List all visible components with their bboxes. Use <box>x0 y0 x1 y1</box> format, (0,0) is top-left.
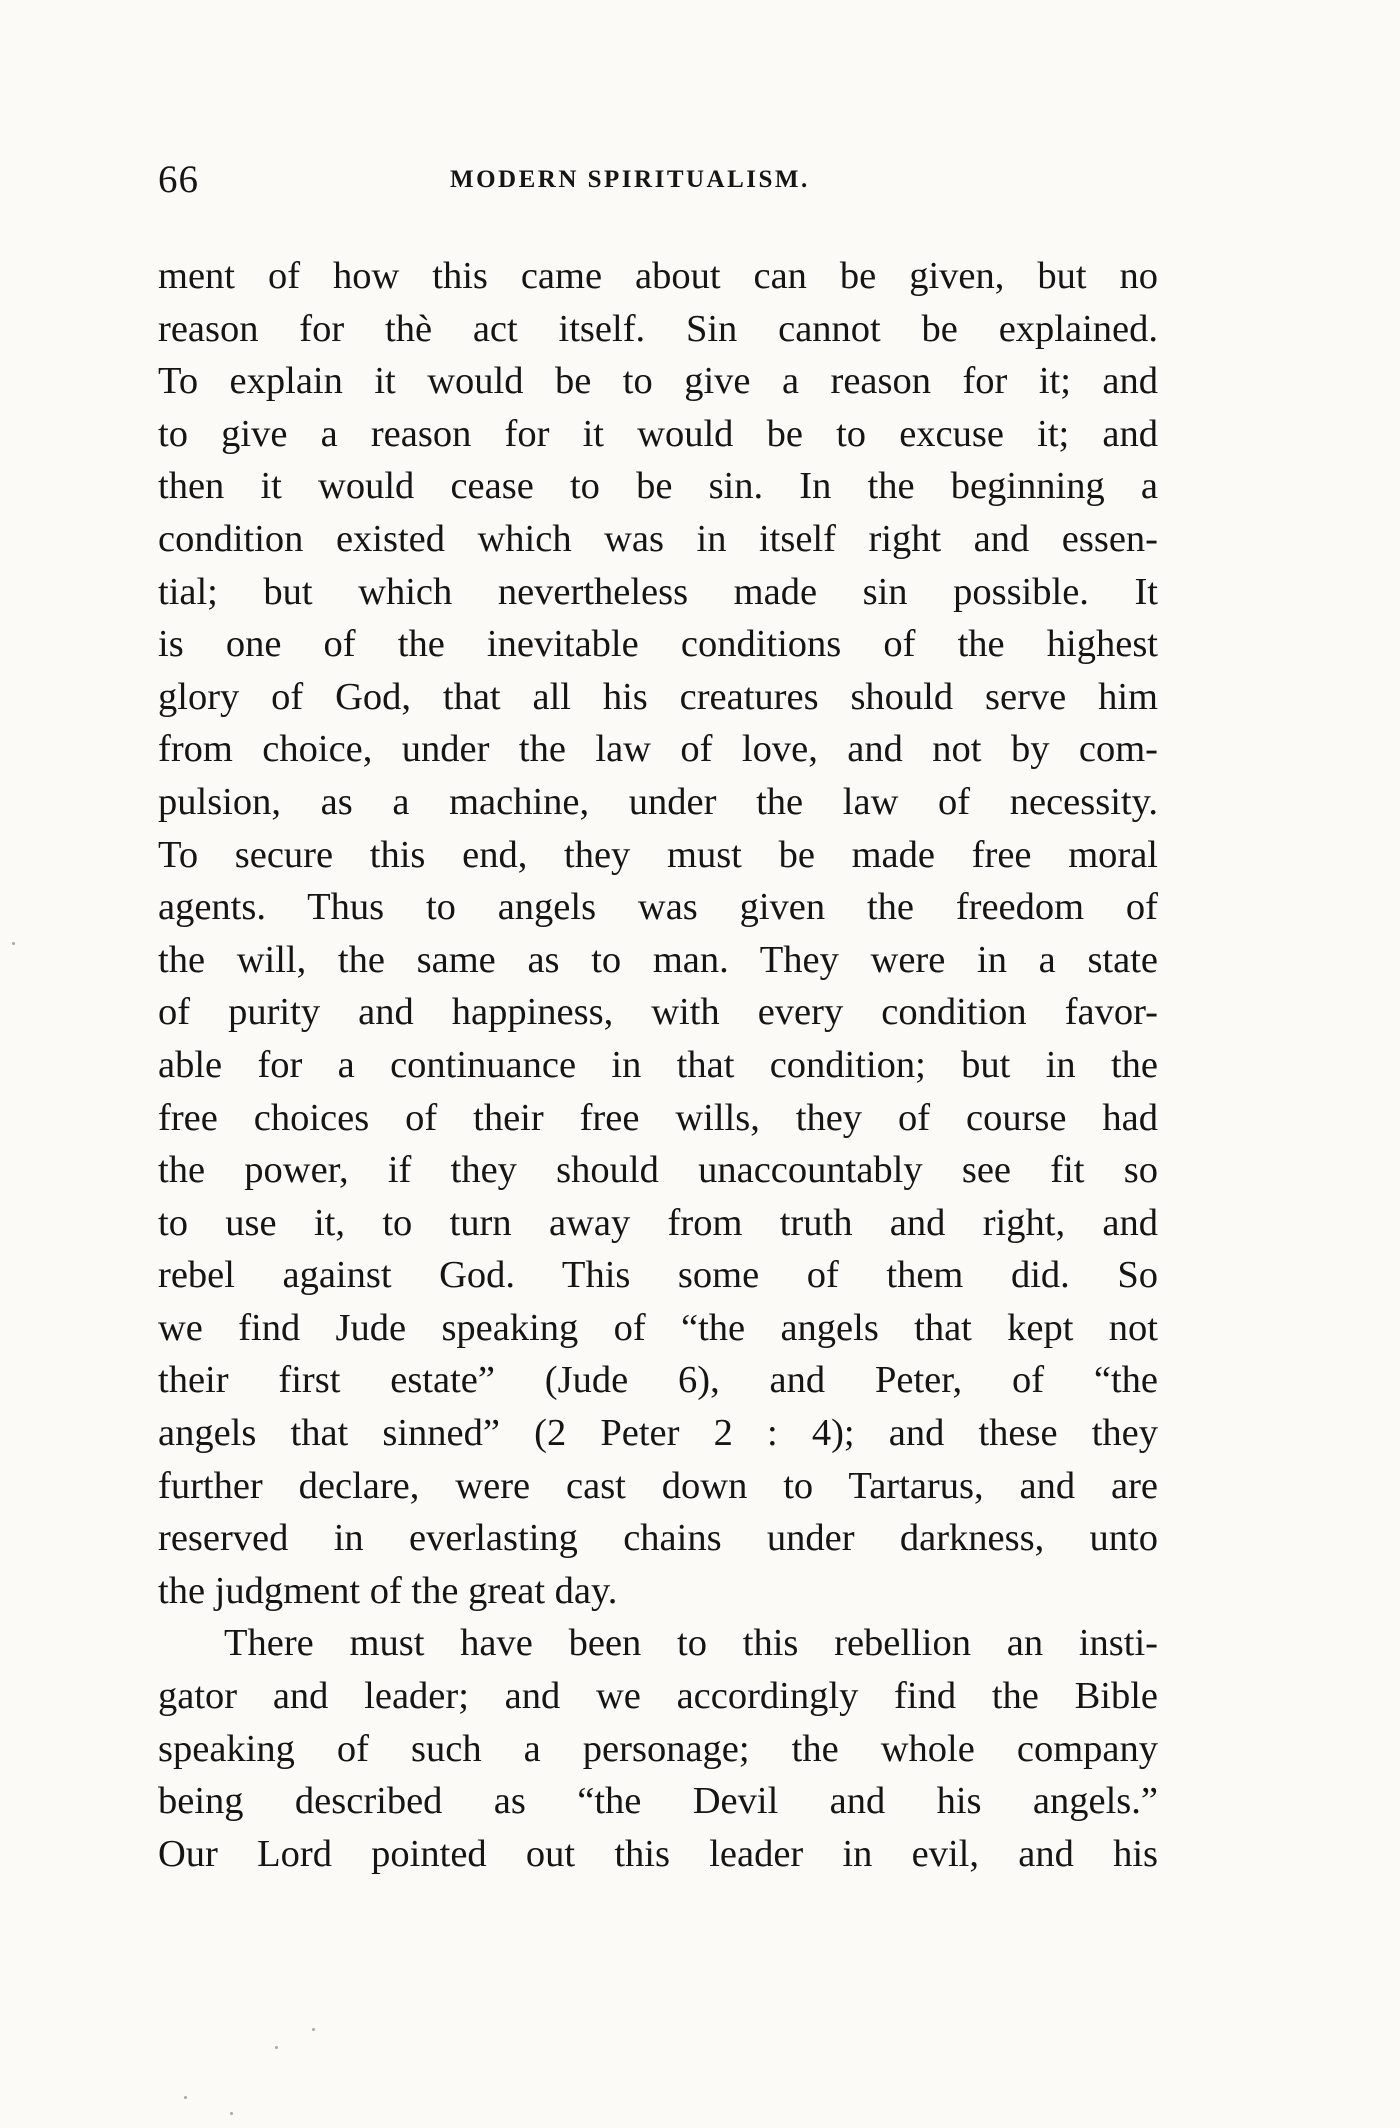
text-line: to give a reason for it would be to excuse it; and <box>158 412 1158 455</box>
text-line: to use it, to turn away from truth and right, and <box>158 1201 1158 1244</box>
text-line: To secure this end, they must be made free moral <box>158 833 1158 876</box>
text-line: being described as “the Devil and his angels.” <box>158 1780 1158 1823</box>
text-line: angels that sinned” (2 Peter 2 : 4); and these they <box>158 1412 1158 1455</box>
text-line: speaking of such a personage; the whole company <box>158 1727 1158 1770</box>
text-line: the will, the same as to man. They were in a state <box>158 938 1158 981</box>
text-line: from choice, under the law of love, and not by com- <box>158 728 1158 771</box>
text-line: ment of how this came about can be given, but no <box>158 255 1158 297</box>
text-line: tial; but which nevertheless made sin possible. It <box>158 570 1158 613</box>
running-title: MODERN SPIRITUALISM. <box>450 166 810 193</box>
print-speck <box>230 2112 233 2115</box>
text-line: To explain it would be to give a reason for it; and <box>158 360 1158 403</box>
text-line: further declare, were cast down to Tartarus, and are <box>158 1464 1158 1507</box>
print-speck <box>184 2096 187 2099</box>
text-line: pulsion, as a machine, under the law of necessity. <box>158 780 1158 823</box>
text-line: reason for thè act itself. Sin cannot be explained. <box>158 307 1158 350</box>
body-text <box>158 250 1158 1880</box>
text-line: gator and leader; and we accordingly find the Bible <box>158 1675 1158 1718</box>
text-line: able for a continuance in that condition; but in the <box>158 1043 1158 1086</box>
running-head <box>158 150 1158 210</box>
text-line: the power, if they should unaccountably see fit so <box>158 1149 1158 1192</box>
text-line: reserved in everlasting chains under darkness, unto <box>158 1517 1158 1560</box>
text-line: condition existed which was in itself right and essen- <box>158 517 1158 560</box>
print-speck <box>312 2028 315 2031</box>
paragraph-start-line: There must have been to this rebellion an insti- <box>224 1622 1158 1665</box>
text-line: Our Lord pointed out this leader in evil, and his <box>158 1832 1158 1875</box>
text-line: rebel against God. This some of them did. So <box>158 1254 1158 1297</box>
text-line: we find Jude speaking of “the angels that kept not <box>158 1306 1158 1349</box>
paragraph-end-line: the judgment of the great day. <box>158 1569 618 1612</box>
print-speck <box>275 2046 278 2049</box>
print-speck <box>12 942 15 945</box>
text-line: then it would cease to be sin. In the beginning a <box>158 465 1158 508</box>
text-line: glory of God, that all his creatures should serve him <box>158 675 1158 718</box>
page-number: 66 <box>158 158 199 201</box>
text-line: of purity and happiness, with every condition favor- <box>158 991 1158 1034</box>
text-line: free choices of their free wills, they of course had <box>158 1096 1158 1139</box>
text-line: their first estate” (Jude 6), and Peter, of “the <box>158 1359 1158 1402</box>
text-line: agents. Thus to angels was given the freedom of <box>158 886 1158 929</box>
text-line: is one of the inevitable conditions of the highest <box>158 623 1158 666</box>
